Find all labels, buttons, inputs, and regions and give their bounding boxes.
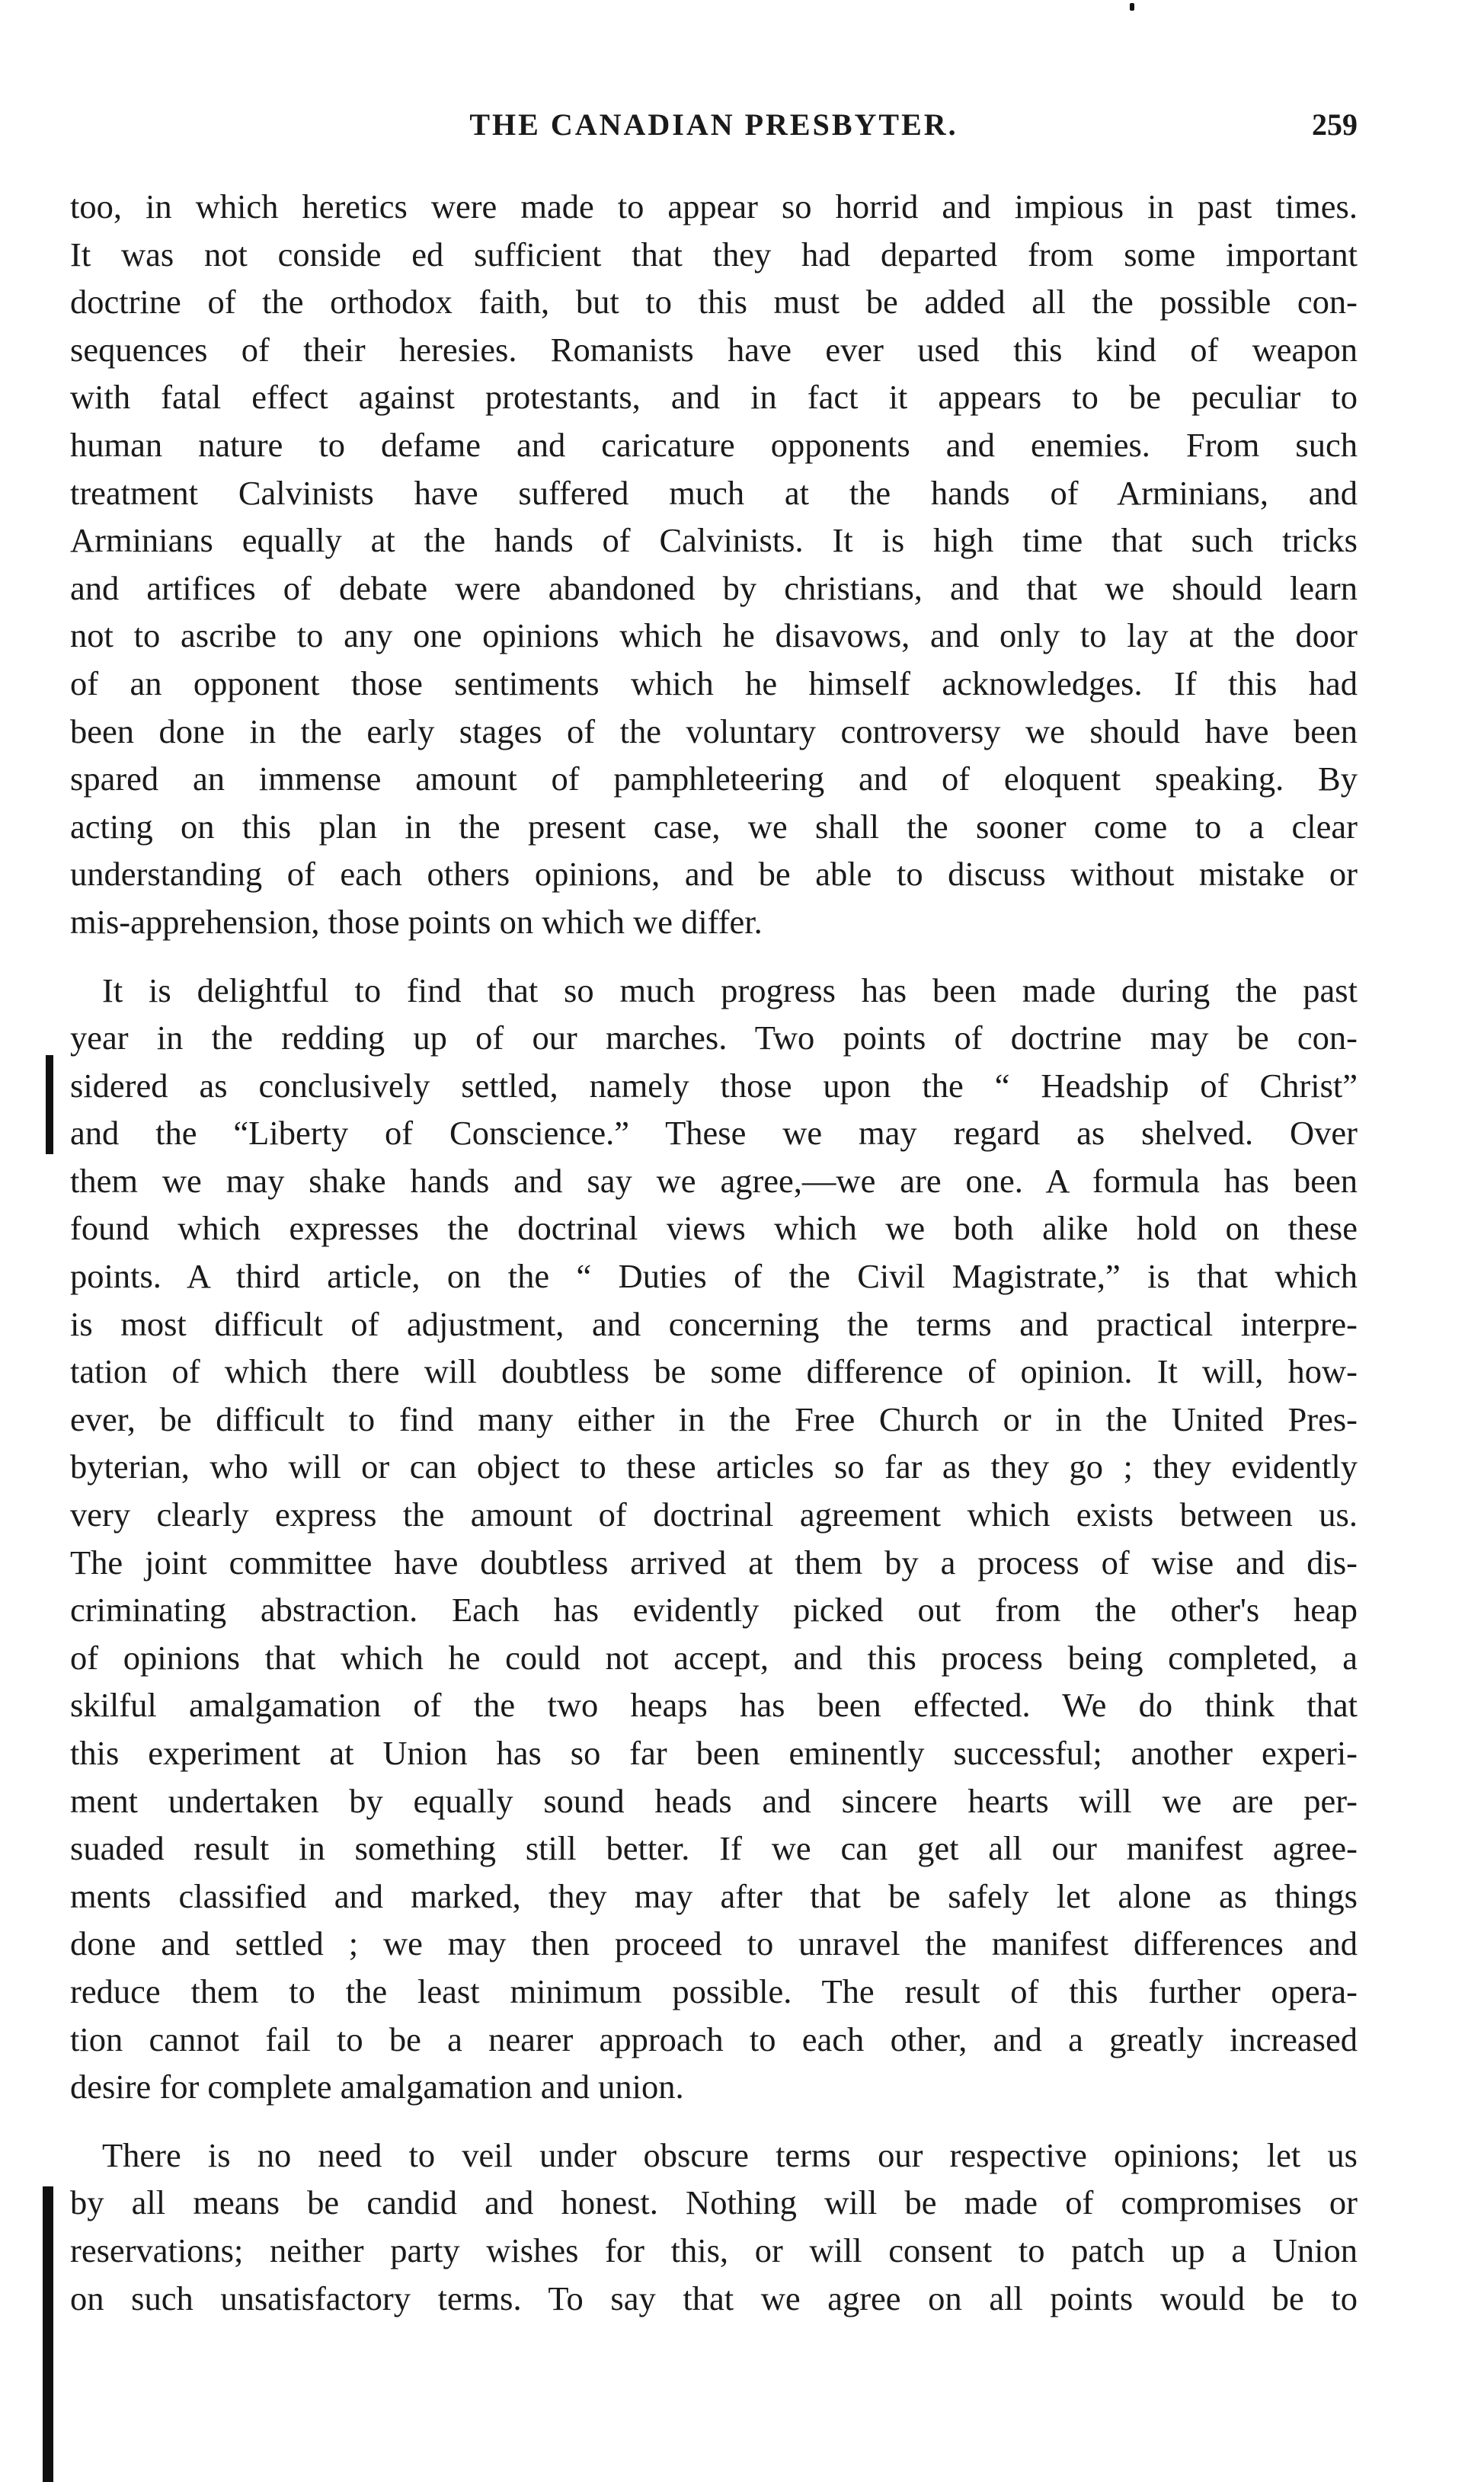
page-number: 259 [1312,107,1358,142]
text-line: byterian, who will or can object to these articles so far as they go ; they evidently [70,1447,1358,1486]
running-title: THE CANADIAN PRESBYTER. [469,107,958,142]
text-line: reduce them to the least minimum possible. The result of this further opera- [70,1972,1358,2010]
text-line: It is delightful to find that so much progress has been made during the past [102,971,1358,1009]
running-head [70,107,1358,152]
text-line: sequences of their heresies. Romanists have ever used this kind of weapon [70,330,1358,369]
text-line: is most difficult of adjustment, and concerning the terms and practical interpre- [70,1304,1358,1343]
text-line: doctrine of the orthodox faith, but to this must be added all the possible con- [70,283,1358,321]
text-line: spared an immense amount of pamphleteering and of eloquent speaking. By [70,760,1358,798]
text-line: and artifices of debate were abandoned by christians, and that we should learn [70,568,1358,607]
text-line: been done in the early stages of the voluntary controversy we should have been [70,712,1358,750]
text-line: ment undertaken by equally sound heads and sincere hearts will we are per- [70,1781,1358,1820]
body-text [70,183,1358,2343]
text-line: treatment Calvinists have suffered much at the hands of Arminians, and [70,473,1358,512]
text-line: this experiment at Union has so far been eminently successful; another experi- [70,1734,1358,1772]
text-line: suaded result in something still better. If we can get all our manifest agree- [70,1829,1358,1868]
text-line: them we may shake hands and say we agree,—we are one. A formula has been [70,1161,1358,1200]
text-line: year in the redding up of our marches. Two points of doctrine may be con- [70,1019,1358,1057]
text-line: found which expresses the doctrinal views which we both alike hold on these [70,1209,1358,1248]
text-line: understanding of each others opinions, and be able to discuss without mistake or [70,855,1358,894]
text-line: reservations; neither party wishes for this, or will consent to patch up a Union [70,2231,1358,2269]
text-line: ever, be difficult to find many either in the Free Church or in the United Pres- [70,1399,1358,1438]
text-line: on such unsatisfactory terms. To say that we agree on all points would be to [70,2279,1358,2317]
paragraph [70,967,1358,2111]
text-line: There is no need to veil under obscure terms our respective opinions; let us [102,2135,1358,2174]
text-line: human nature to defame and caricature opponents and enemies. From such [70,425,1358,464]
text-line: points. A third article, on the “ Duties of the Civil Magistrate,” is that which [70,1257,1358,1296]
text-line: too, in which heretics were made to appear so horrid and impious in past times. [70,187,1358,225]
text-line: mis-apprehension, those points on which we differ. [70,902,763,941]
text-line: tation of which there will doubtless be some difference of opinion. It will, how- [70,1352,1358,1391]
paragraph [70,2132,1358,2322]
text-line: not to ascribe to any one opinions which he disavows, and only to lay at the door [70,616,1358,655]
text-line: by all means be candid and honest. Nothing will be made of compromises or [70,2183,1358,2222]
text-line: very clearly express the amount of doctrinal agreement which exists between us. [70,1495,1358,1534]
text-line: sidered as conclusively settled, namely those upon the “ Headship of Christ” [70,1066,1358,1105]
text-line: of an opponent those sentiments which he himself acknowledges. If this had [70,664,1358,702]
scan-binding-shadow [46,1055,53,1154]
text-line: of opinions that which he could not accept, and this process being completed, a [70,1638,1358,1677]
text-line: desire for complete amalgamation and union. [70,2068,684,2106]
text-line: ments classified and marked, they may after that be safely let alone as things [70,1876,1358,1915]
text-line: with fatal effect against protestants, and in fact it appears to be peculiar to [70,378,1358,417]
text-line: acting on this plan in the present case, we shall the sooner come to a clear [70,807,1358,846]
text-line: It was not conside ed sufficient that they had departed from some important [70,235,1358,273]
scan-binding-shadow [43,2186,53,2482]
text-line: criminating abstraction. Each has evidently picked out from the other's heap [70,1591,1358,1630]
paragraph [70,183,1358,946]
text-line: The joint committee have doubtless arrived at them by a process of wise and dis- [70,1543,1358,1582]
text-line: and the “Liberty of Conscience.” These we may regard as shelved. Over [70,1114,1358,1153]
text-line: tion cannot fail to be a nearer approach to each other, and a greatly increased [70,2020,1358,2058]
text-line: done and settled ; we may then proceed to unravel the manifest differences and [70,1924,1358,1963]
scan-speck [1130,3,1134,11]
text-line: Arminians equally at the hands of Calvinists. It is high time that such tricks [70,521,1358,560]
text-line: skilful amalgamation of the two heaps has been effected. We do think that [70,1686,1358,1725]
